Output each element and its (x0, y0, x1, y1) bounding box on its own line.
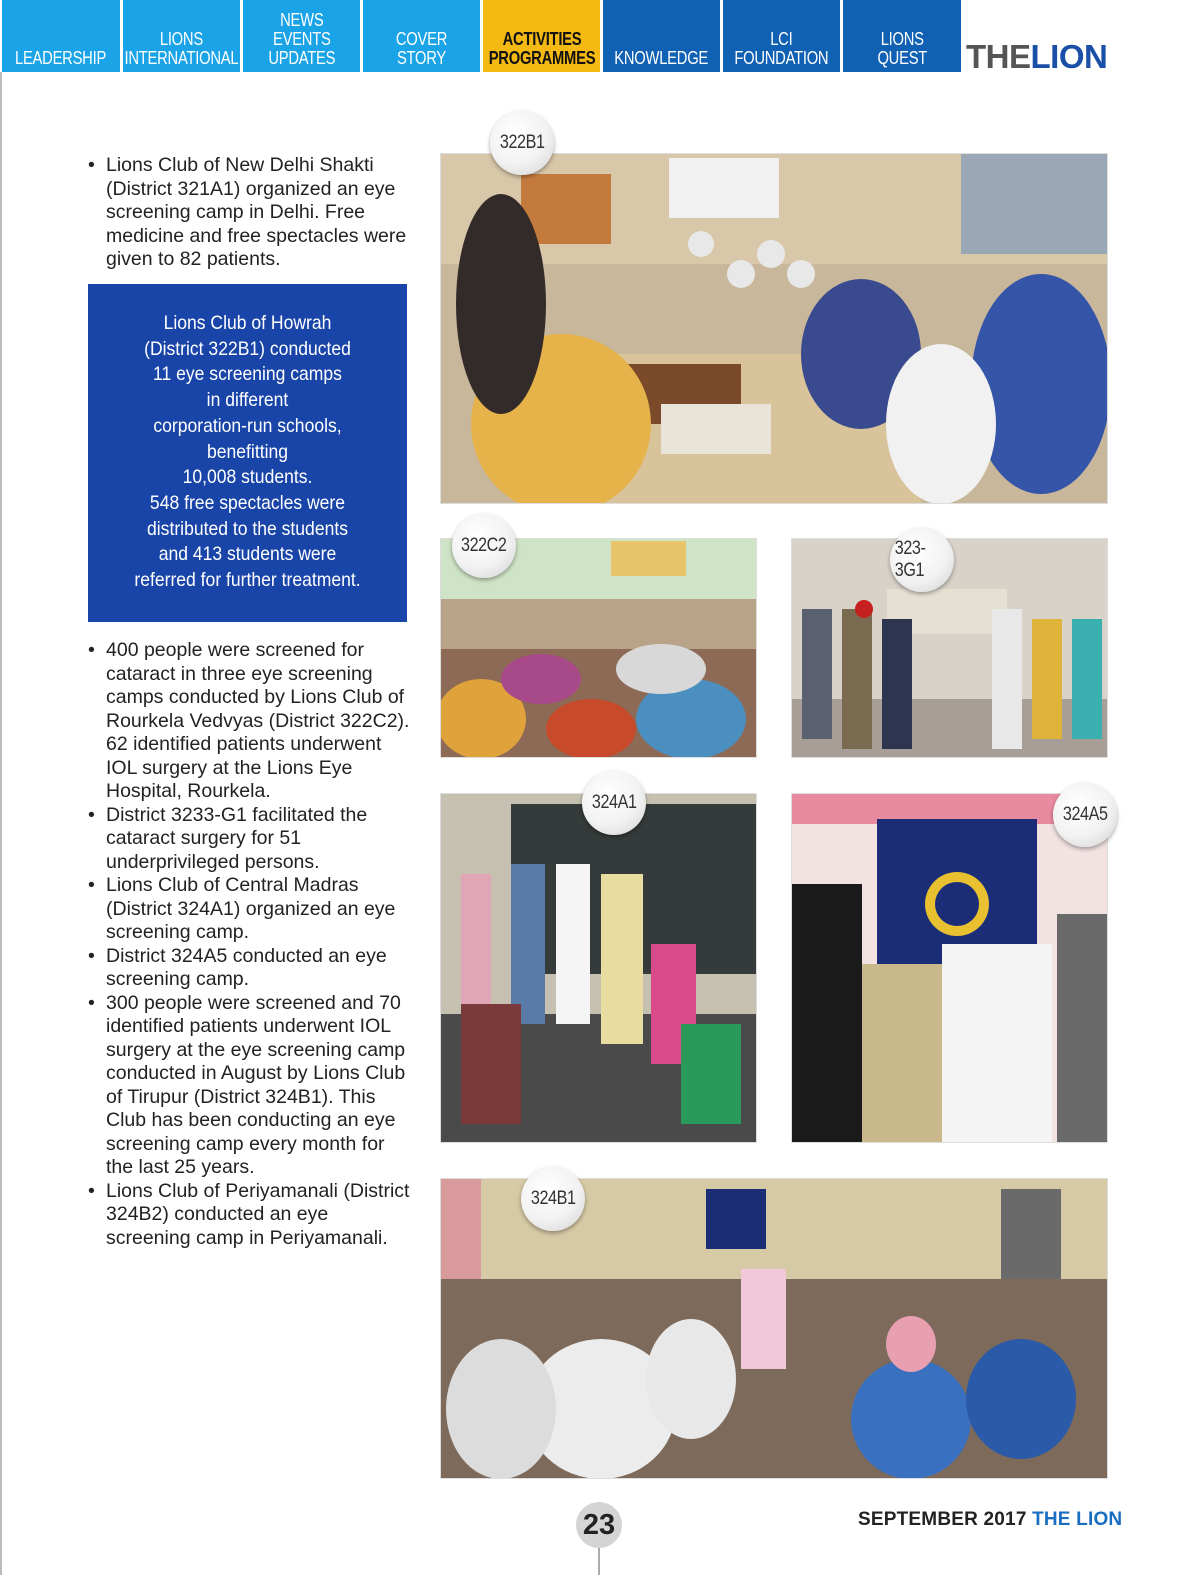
tab-lions-international[interactable]: LIONS INTERNATIONAL (123, 0, 240, 72)
district-badge-322c2: 322C2 (452, 514, 516, 578)
tab-lions-quest[interactable]: LIONS QUEST (843, 0, 961, 72)
page-edge-rule (0, 72, 2, 1575)
tab-news-events-updates[interactable]: NEWS EVENTS UPDATES (243, 0, 360, 72)
tab-cover-story[interactable]: COVER STORY (363, 0, 480, 72)
footer-magazine-name: THE LION (1032, 1509, 1123, 1530)
district-badge-324b1: 324B1 (521, 1167, 585, 1231)
district-badge-323-3g1: 323-3G1 (890, 528, 954, 592)
page-number: 23 (576, 1502, 622, 1548)
tab-lci-foundation[interactable]: LCI FOUNDATION (723, 0, 840, 72)
photo-322b1-eye-test (440, 153, 1108, 504)
photo-324a1-image (441, 794, 757, 1143)
highlight-box (88, 284, 407, 622)
district-badge-324a5: 324A5 (1053, 783, 1117, 847)
photo-324a1-classroom (440, 793, 757, 1143)
section-nav (0, 0, 1200, 75)
bullet-list-top (88, 154, 412, 272)
highlight-text: Lions Club of Howrah (District 322B1) conducted 11 eye screening camps in different corporation-run schools, benefitting 10,008 students. 548 free spectacles were distributed to the students and 413 students were referred for further treatment. (134, 312, 361, 592)
district-badge-322b1: 322B1 (490, 111, 554, 175)
list-item: • 300 people were screened and 70 identified patients underwent IOL surgery at the eye screening camp conducted in August by Lions Club of Tirupur (District 324B1). This Club has been conducting an eye screening camp every month for the last 25 years. (88, 992, 412, 1180)
tab-activities-programmes[interactable]: ACTIVITIES PROGRAMMES (483, 0, 600, 72)
list-item: • 400 people were screened for cataract in three eye screening camps conducted by Lions Club of Rourkela Vedvyas (District 322C2). 62 identified patients underwent IOL surgery at the Lions Eye Hospital, Rourkela. (88, 639, 412, 804)
tab-leadership[interactable]: LEADERSHIP (2, 0, 120, 72)
tab-knowledge[interactable]: KNOWLEDGE (603, 0, 720, 72)
magazine-logo: THELION (966, 38, 1108, 75)
list-item: • Lions Club of New Delhi Shakti (District 321A1) organized an eye screening camp in Delhi. Free medicine and free spectacles were given to 82 patients. (88, 154, 412, 272)
list-item: • Lions Club of Periyamanali (District 324B2) conducted an eye screening camp in Periyamanali. (88, 1180, 412, 1251)
photo-324a5-image (792, 794, 1108, 1143)
photo-322b1-image (441, 154, 1108, 504)
list-item: • Lions Club of Central Madras (District 324A1) organized an eye screening camp. (88, 874, 412, 945)
photo-324a5-distribution (791, 793, 1108, 1143)
page-number-stem (598, 1548, 600, 1575)
bullet-list-bottom (88, 639, 412, 1250)
district-badge-324a1: 324A1 (582, 771, 646, 835)
footer-issue (858, 1509, 1122, 1531)
issue-date: SEPTEMBER 2017 (858, 1509, 1027, 1530)
list-item: • District 3233-G1 facilitated the cataract surgery for 51 underprivileged persons. (88, 804, 412, 875)
list-item: • District 324A5 conducted an eye screening camp. (88, 945, 412, 992)
